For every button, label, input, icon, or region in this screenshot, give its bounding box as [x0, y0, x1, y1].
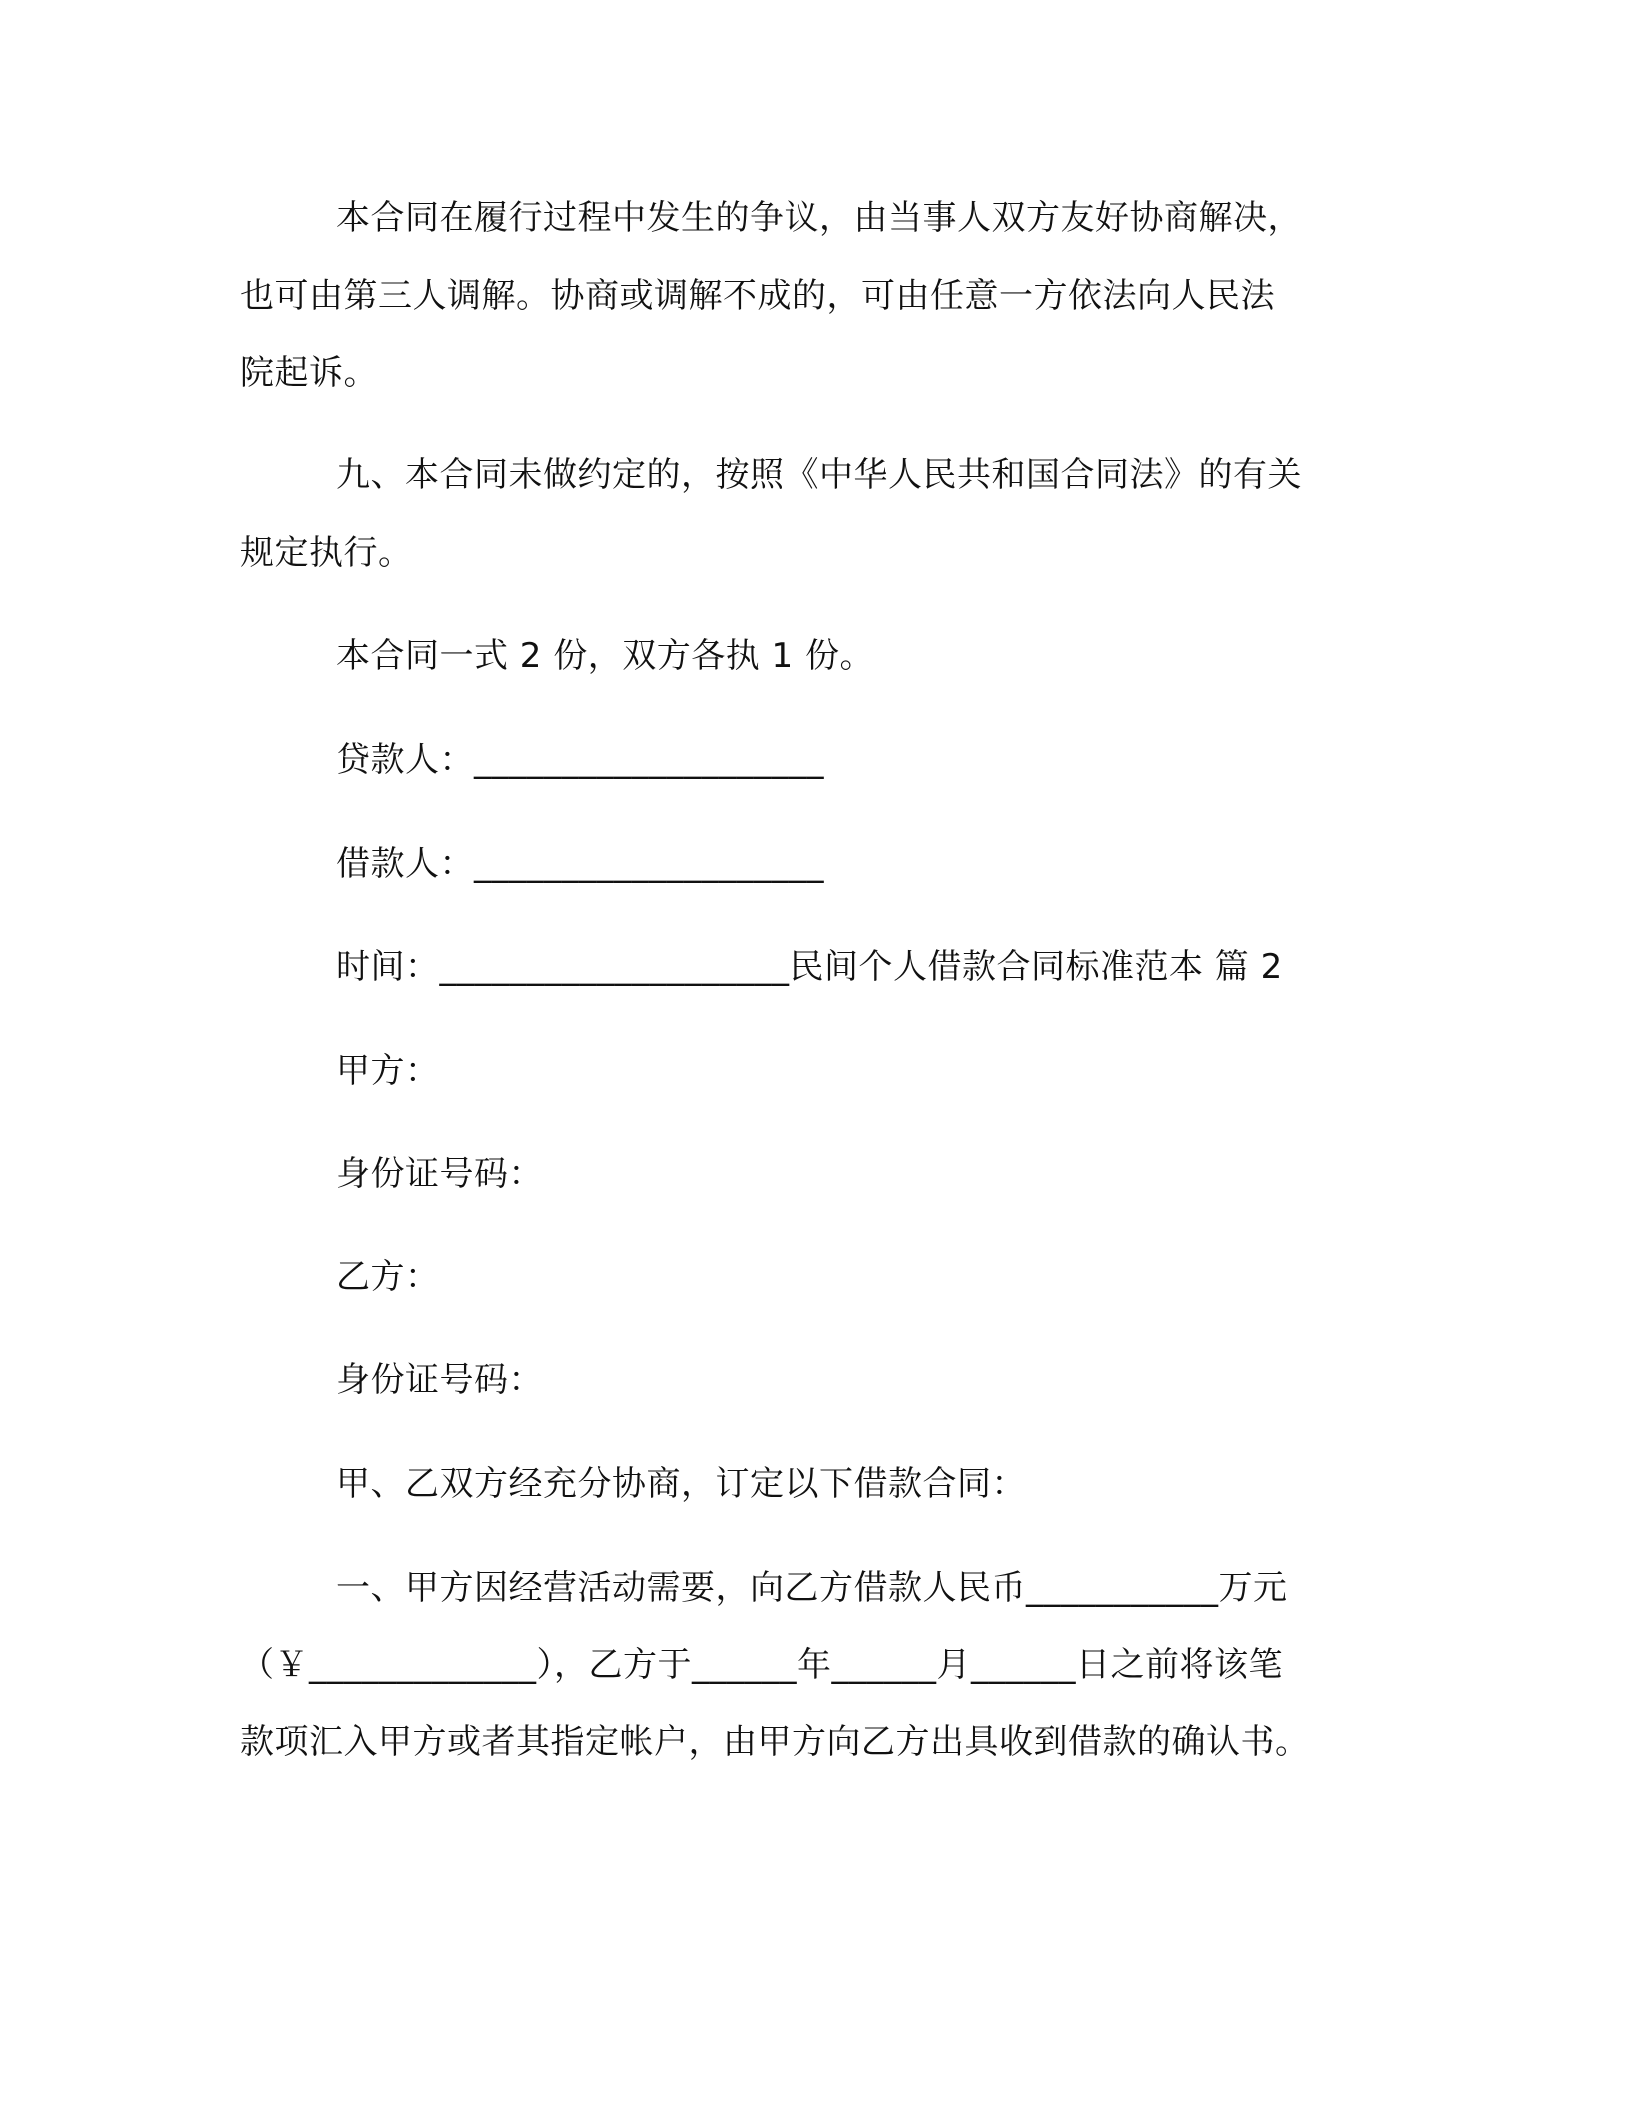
contract-intro: 甲、乙双方经充分协商，订定以下借款合同：	[336, 1464, 1026, 1504]
dispute-paragraph-line-1: 本合同在履行过程中发生的争议，由当事人双方友好协商解决，	[336, 198, 1302, 238]
clause-nine-line-2: 规定执行。	[240, 533, 413, 573]
lender-signature-line: 贷款人：____________________	[336, 740, 824, 780]
party-b-id-label: 身份证号码：	[336, 1360, 543, 1400]
clause-one-line-1: 一、甲方因经营活动需要，向乙方借款人民币___________万元	[336, 1568, 1288, 1608]
party-a-id-label: 身份证号码：	[336, 1154, 543, 1194]
borrower-signature-line: 借款人：____________________	[336, 844, 824, 884]
party-b-label: 乙方：	[336, 1257, 440, 1297]
copies-statement: 本合同一式 2 份，双方各执 1 份。	[336, 636, 874, 676]
clause-nine-line-1: 九、本合同未做约定的，按照《中华人民共和国合同法》的有关	[336, 455, 1302, 495]
clause-one-line-3: 款项汇入甲方或者其指定帐户，由甲方向乙方出具收到借款的确认书。	[240, 1722, 1310, 1762]
time-and-next-title-line: 时间：____________________民间个人借款合同标准范本 篇 2	[336, 947, 1283, 987]
clause-one-line-2: （￥_____________），乙方于______年______月______日之前将该笔	[240, 1645, 1283, 1685]
party-a-label: 甲方：	[336, 1051, 440, 1091]
dispute-paragraph-line-2: 也可由第三人调解。协商或调解不成的，可由任意一方依法向人民法	[240, 276, 1275, 316]
dispute-paragraph-line-3: 院起诉。	[240, 353, 378, 393]
